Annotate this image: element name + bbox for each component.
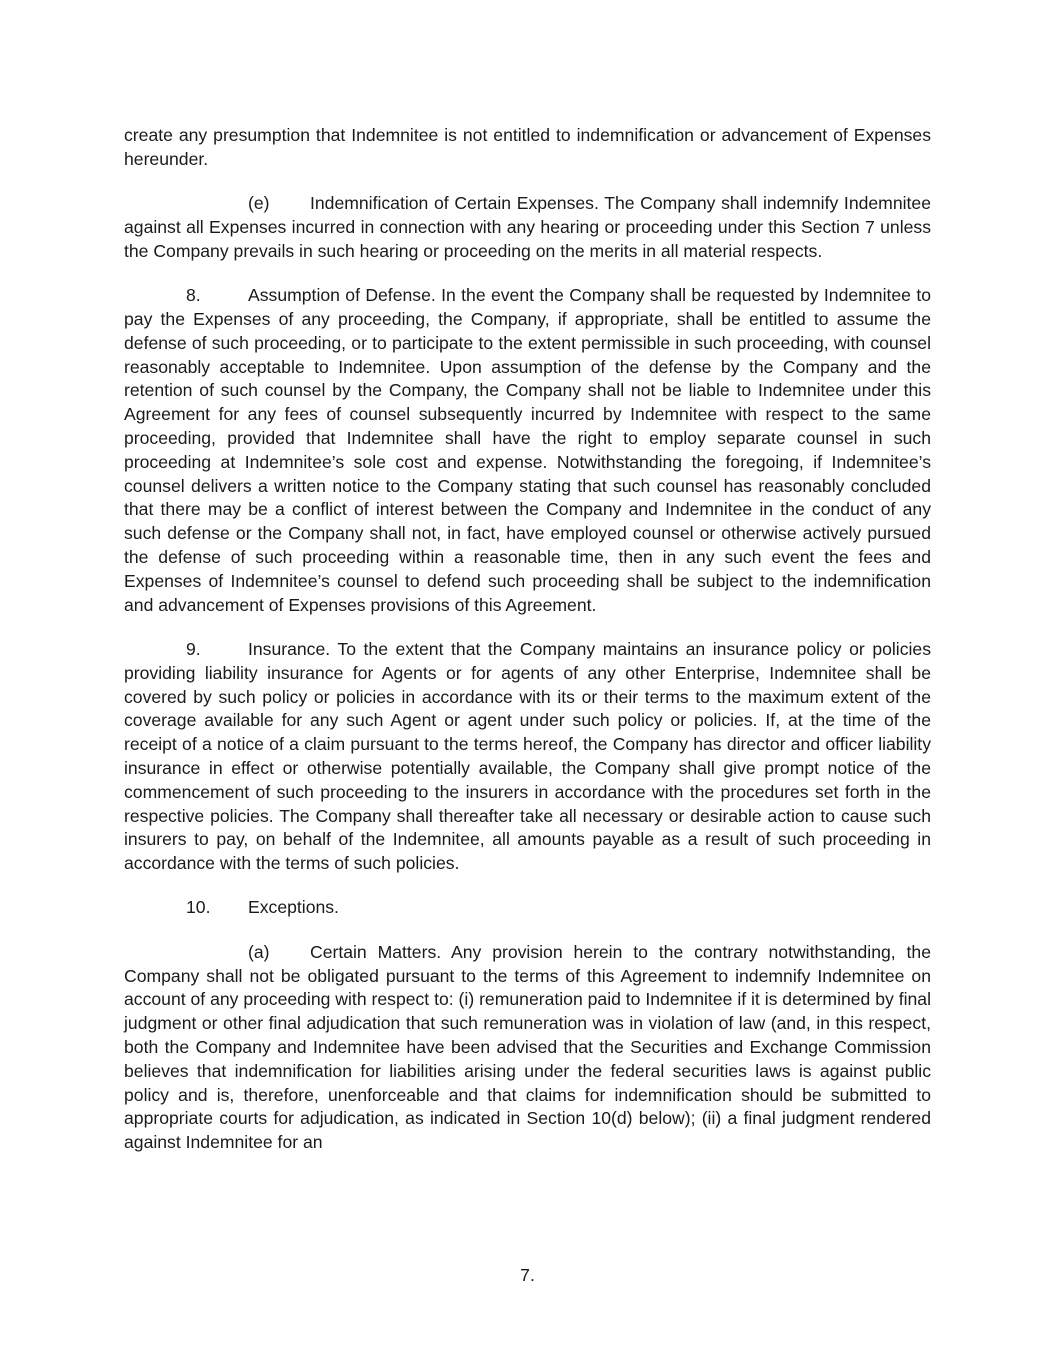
paragraph-10a	[124, 941, 931, 1155]
paragraph-9	[124, 638, 931, 876]
paragraph-text: In the event the Company shall be requested by Indemnitee to pay the Expenses of any proceeding, the Company, if appropriate, shall be entitled to assume the defense of such proceeding, or to participate to the extent permissible in such proceeding, with counsel reasonably acceptable to Indemnitee. Upon assumption of the defense by the Company and the retention of such counsel by the Company, the Company shall not be liable to Indemnitee under this Agreement for any fees of counsel subsequently incurred by Indemnitee with respect to the same proceeding, provided that Indemnitee shall have the right to employ separate counsel in such proceeding at Indemnitee’s sole cost and expense. Notwithstanding the foregoing, if Indemnitee’s counsel delivers a written notice to the Company stating that such counsel has reasonably concluded that there may be a conflict of interest between the Company and Indemnitee in the conduct of any such defense or the Company shall not, in fact, have employed counsel or otherwise actively pursued the defense of such proceeding within a reasonable time, then in any such event the fees and Expenses of Indemnitee’s counsel to defend such proceeding shall be subject to the indemnification and advancement of Expenses provisions of this Agreement.	[124, 285, 931, 615]
section-number: 10.	[186, 897, 211, 918]
section-heading: Indemnification of Certain Expenses.	[310, 193, 599, 214]
section-heading: Insurance.	[248, 638, 331, 659]
section-number: 9.	[186, 638, 201, 659]
section-heading: Assumption of Defense.	[248, 285, 436, 306]
paragraph-text: To the extent that the Company maintains an insurance policy or policies providing liability insurance for Agents or for agents of any other Enterprise, Indemnitee shall be covered by such policy or policies in accordance with its or their terms to the maximum extent of the coverage available for any such Agent or agent under such policy or policies. If, at the time of the receipt of a notice of a claim pursuant to the terms hereof, the Company has director and officer liability insurance in effect or otherwise potentially available, the Company shall give prompt notice of the commencement of such proceeding to the insurers in accordance with the procedures set forth in the respective policies. The Company shall thereafter take all necessary or desirable action to cause such insurers to pay, on behalf of the Indemnitee, all amounts payable as a result of such proceeding in accordance with the terms of such policies.	[124, 638, 931, 874]
section-heading: Exceptions.	[248, 897, 339, 918]
page-number: 7.	[520, 1265, 535, 1285]
paragraph-7e	[124, 192, 931, 263]
section-heading: Certain Matters.	[310, 941, 442, 962]
paragraph-text: create any presumption that Indemnitee is not entitled to indemnification or advancement of Expenses hereunder.	[124, 125, 931, 169]
paragraph-10	[124, 896, 931, 920]
paragraph-text: Any provision herein to the contrary notwithstanding, the Company shall not be obligated pursuant to the terms of this Agreement to indemnify Indemnitee on account of any proceeding with respect to: (i) remuneration paid to Indemnitee if it is determined by final judgment or other final adjudication that such remuneration was in violation of law (and, in this respect, both the Company and Indemnitee have been advised that the Securities and Exchange Commission believes that indemnification for liabilities arising under the federal securities laws is against public policy and is, therefore, unenforceable and that claims for indemnification should be submitted to appropriate courts for adjudication, as indicated in Section 10(d) below); (ii) a final judgment rendered against Indemnitee for an	[124, 941, 931, 1153]
document-body	[124, 124, 931, 1176]
section-number: 8.	[186, 285, 201, 306]
section-number: (a)	[248, 941, 270, 962]
paragraph-text: The Company shall indemnify Indemnitee against all Expenses incurred in connection with any hearing or proceeding under this Section 7 unless the Company prevails in such hearing or proceeding on the merits in all material respects.	[124, 193, 931, 261]
paragraph-8	[124, 284, 931, 617]
paragraph-continuation	[124, 124, 931, 172]
section-number: (e)	[248, 193, 270, 214]
